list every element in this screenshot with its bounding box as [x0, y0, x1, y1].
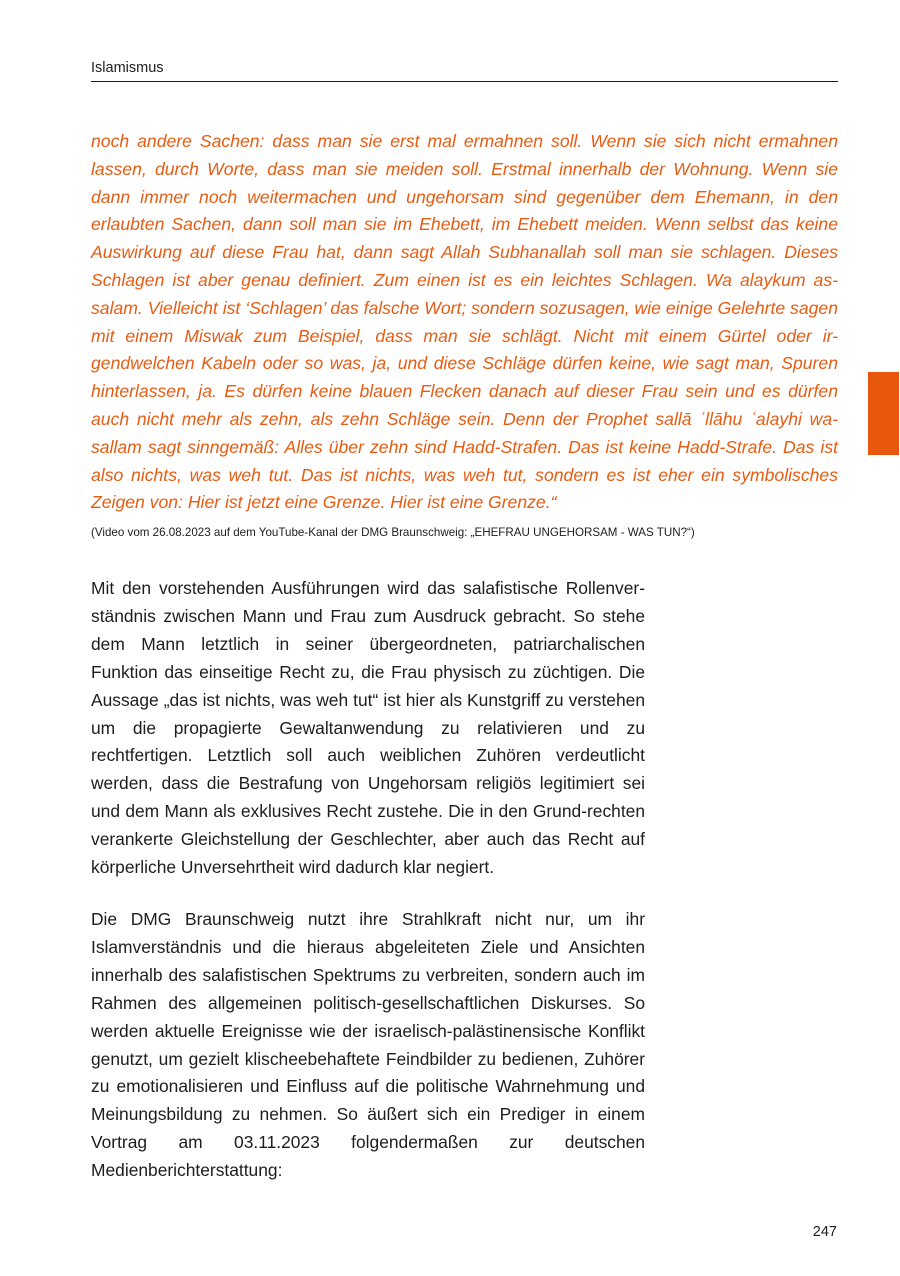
chapter-marker-tab: [868, 372, 899, 455]
running-header: [91, 58, 838, 82]
page-number: 247: [812, 1224, 837, 1240]
body-paragraph-1: Mit den vorstehenden Ausführungen wird das salafistische Rollenver-ständnis zwischen Mann und Frau zum Ausdruck gebracht. So stehe dem Mann letztlich in seiner übergeordneten, patriarchalischen Funktion das einseitige Recht zu, die Frau physisch zu züchtigen. Die Aussage „das ist nichts, was weh tut“ ist hier als Kunstgriff zu verstehen um die propagierte Gewaltanwendung zu relativieren und zu rechtfertigen. Letztlich soll auch weiblichen Zuhören verdeutlicht werden, dass die Bestrafung von Ungehorsam religiös legitimiert sei und dem Mann als exklusives Recht zustehe. Die in den Grund-rechten verankerte Gleichstellung der Geschlechter, aber auch das Recht auf körperliche Unversehrtheit wird dadurch klar negiert.: [91, 578, 645, 878]
quote-block: noch andere Sachen: dass man sie erst mal ermahnen soll. Wenn sie sich nicht ermahnen lassen, durch Worte, dass man sie meiden soll. Erstmal innerhalb der Wohnung. Wenn sie dann immer noch weitermachen und ungehorsam sind gegenüber dem Ehemann, in den erlaubten Sachen, dann soll man sie im Ehebett, im Ehebett meiden. Wenn selbst das keine Auswirkung auf diese Frau hat, dann sagt Allah Subhanallah soll man sie schlagen. Dieses Schlagen ist aber genau definiert. Zum einen ist es ein leichtes Schlagen. Wa alaykum as-salam. Vielleicht ist ‘Schlagen’ das falsche Wort; sondern sozusagen, wie einige Gelehrte sagen mit einem Miswak zum Beispiel, dass man sie schlägt. Nicht mit einem Gürtel oder ir-gendwelchen Kabeln oder so was, ja, und diese Schläge dürfen keine, wie sagt man, Spuren hinterlassen, ja. Es dürfen keine blauen Flecken danach auf dieser Frau sein und es dürfen auch nicht mehr als zehn, als zehn Schläge sein. Denn der Prophet sallā ʾllāhu ʿalayhi wa-sallam sagt sinngemäß: Alles über zehn sind Hadd-Strafen. Das ist keine Hadd-Strafe. Das ist also nichts, was weh tut. Das ist nichts, was weh tut, sondern es ist eher ein symbolisches Zeigen von: Hier ist jetzt eine Grenze. Hier ist eine Grenze.“: [91, 131, 838, 513]
quote-source: (Video vom 26.08.2023 auf dem YouTube-Kanal der DMG Braunschweig: „EHEFRAU UNGEHORSAM - WAS TUN?“): [91, 526, 695, 539]
body-paragraph-2: Die DMG Braunschweig nutzt ihre Strahlkraft nicht nur, um ihr Islamverständnis und die hieraus abgeleiteten Ziele und Ansichten innerhalb des salafistischen Spektrums zu verbreiten, sondern auch im Rahmen des allgemeinen politisch-gesellschaftlichen Diskurses. So werden aktuelle Ereignisse wie der israelisch-palästinensische Konflikt genutzt, um gezielt klischeebehaftete Feindbilder zu bedienen, Zuhörer zu emotionalisieren und Einfluss auf die politische Wahrnehmung und Meinungsbildung zu nehmen. So äußert sich ein Prediger in einem Vortrag am 03.11.2023 folgendermaßen zur deutschen Medienberichterstattung:: [91, 909, 645, 1181]
running-title: Islamismus: [91, 60, 164, 76]
